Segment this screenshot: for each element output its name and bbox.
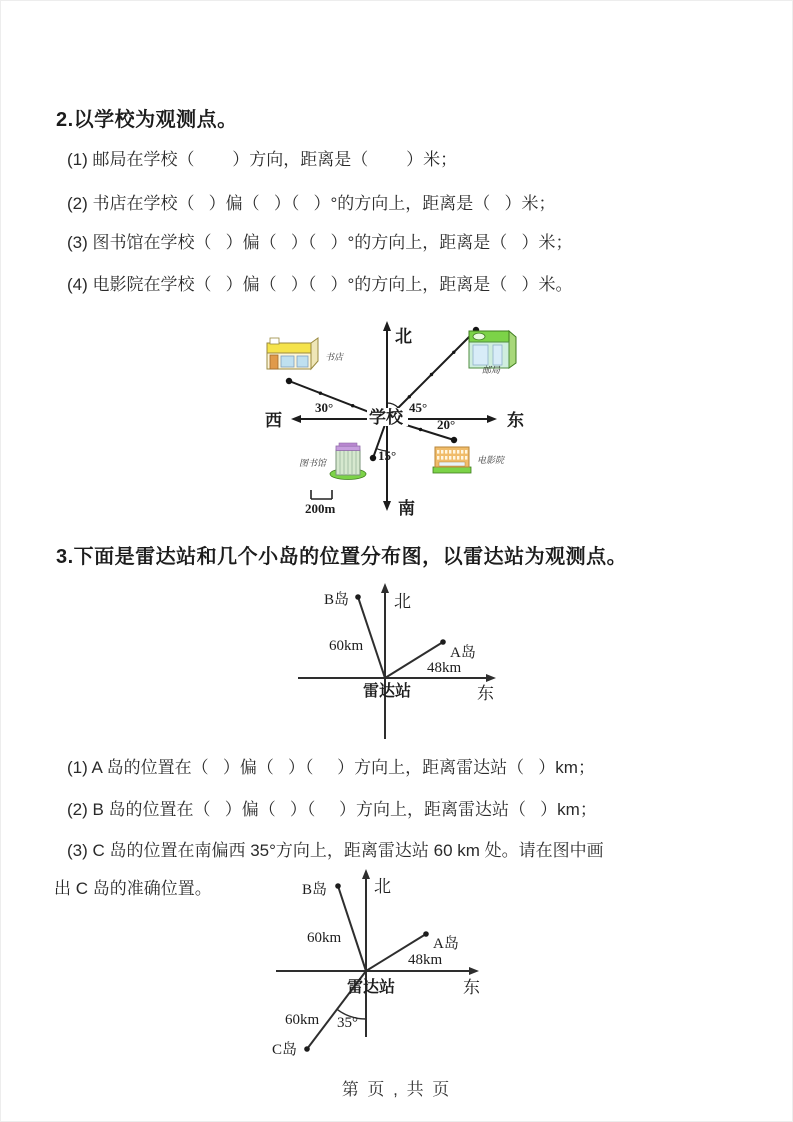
post-office-icon	[469, 331, 516, 368]
island-b-label: B岛	[324, 592, 350, 608]
q3-item-1: (1) A 岛的位置在（ ）偏（ ）（ ）方向上，距离雷达站（ ）km；	[67, 758, 595, 777]
q3-item-3: (3) C 岛的位置在南偏西 35°方向上，距离雷达站 60 km 处。请在图中画	[67, 841, 604, 860]
radar-map-2	[256, 863, 496, 1067]
island-a-label: A岛	[450, 645, 476, 661]
radar-station-label: 雷达站	[347, 979, 396, 996]
dist-a-label: 48km	[408, 952, 443, 968]
scale-bracket	[311, 490, 332, 499]
angle-35-label: 35°	[337, 1015, 358, 1031]
question-3-title: 3.下面是雷达站和几个小岛的位置分布图，以雷达站为观测点。	[56, 546, 628, 568]
q3-item-3-continued: 出 C 岛的准确位置。	[54, 879, 212, 898]
school-direction-map	[249, 315, 541, 521]
island-b-label: B岛	[302, 882, 328, 898]
angle-15-label: 15°	[378, 448, 397, 463]
school-label: 学校	[369, 408, 403, 427]
q3-item-2: (2) B 岛的位置在（ ）偏（ ）（ ）方向上，距离雷达站（ ）km；	[67, 800, 597, 819]
q2-item-3: (3) 图书馆在学校（ ）偏（ ）（ ）°的方向上，距离是（ ）米；	[67, 233, 573, 252]
island-a-label: A岛	[433, 936, 459, 952]
north-label: 北	[374, 877, 391, 896]
dist-b-label: 60km	[329, 638, 364, 654]
dist-b-label: 60km	[307, 930, 342, 946]
cinema-label: 电影院	[477, 455, 505, 465]
q2-item-1: (1) 邮局在学校（ ）方向，距离是（ ）米；	[67, 150, 458, 169]
angle-30-label: 30°	[315, 400, 334, 415]
bookstore-icon	[267, 338, 318, 369]
q2-item-4: (4) 电影院在学校（ ）偏（ ）（ ）°的方向上，距离是（ ）米。	[67, 275, 573, 294]
north-label: 北	[394, 592, 411, 611]
q2-item-2: (2) 书店在学校（ ）偏（ ）（ ）°的方向上，距离是（ ）米；	[67, 194, 556, 213]
library-label: 图书馆	[299, 458, 327, 468]
west-label: 西	[265, 411, 282, 430]
dist-c-label: 60km	[285, 1012, 320, 1028]
post-office-label: 邮局	[482, 365, 501, 375]
angle-45-label: 45°	[409, 400, 428, 415]
cinema-icon	[433, 447, 471, 473]
bookstore-label: 书店	[325, 352, 344, 362]
page-footer: 第 页 , 共 页	[341, 1080, 452, 1099]
east-label: 东	[477, 684, 494, 703]
north-label: 北	[395, 327, 412, 346]
scale-label: 200m	[305, 501, 336, 516]
library-icon	[330, 443, 366, 480]
radar-station-label: 雷达站	[363, 683, 412, 700]
dist-a-label: 48km	[427, 660, 462, 676]
island-c-label: C岛	[272, 1042, 298, 1058]
radar-map-1	[291, 579, 503, 747]
question-2-title: 2.以学校为观测点。	[56, 109, 238, 131]
east-label: 东	[507, 411, 524, 430]
angle-20-label: 20°	[437, 417, 456, 432]
south-label: 南	[398, 499, 415, 518]
east-label: 东	[463, 978, 480, 997]
